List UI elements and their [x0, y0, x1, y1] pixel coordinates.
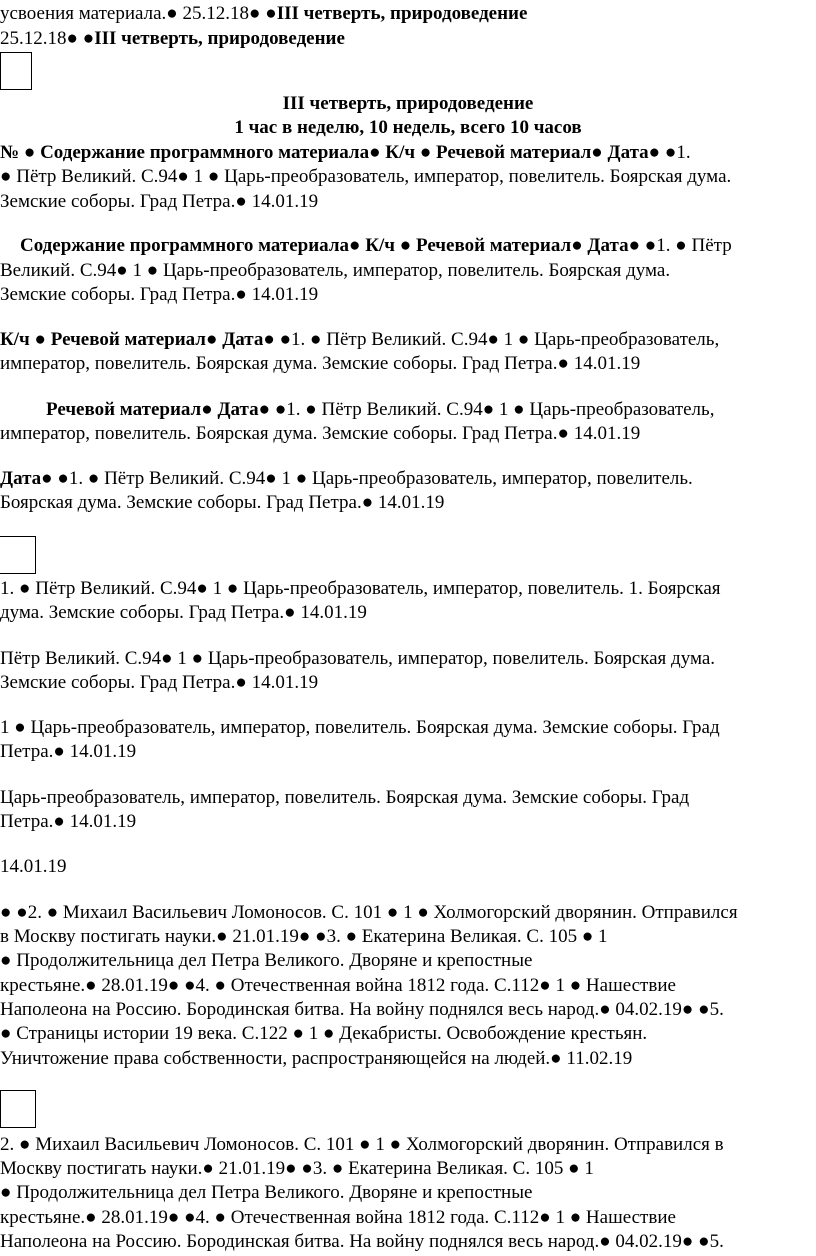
block5-line-2: Боярская дума. Земские соборы. Град Петра.● 14.01.19 [0, 492, 445, 513]
empty-cell-box-3 [0, 1090, 36, 1128]
block3-line-1 [0, 328, 816, 352]
block3-headers: К/ч ● Речевой материал● Дата● ● [0, 329, 292, 350]
block2-line-3: Земские соборы. Град Петра.● 14.01.19 [0, 284, 319, 305]
block11-line-6: ● Страницы истории 19 века. С.122 ● 1 ● Декабристы. Освобождение крестьян. [0, 1023, 648, 1044]
block1-line-1 [0, 141, 816, 165]
block5-headers: Дата● ● [0, 468, 69, 489]
block12-line-4: крестьяне.● 28.01.19● ●4. ● Отечественная война 1812 года. С.112● 1 ● Нашествие [0, 1207, 676, 1228]
block1-line-3: Земские соборы. Град Петра.● 14.01.19 [0, 191, 319, 212]
block7-line-2: Земские соборы. Град Петра.● 14.01.19 [0, 672, 319, 693]
block8-line-2: Петра.● 14.01.19 [0, 741, 137, 762]
block6-line-1: 1. ● Пётр Великий. С.94● 1 ● Царь-преобразователь, император, повелитель. 1. Боярская [0, 578, 721, 599]
block12-line-5: Наполеона на Россию. Бородинская битва. На войну поднялся весь народ.● 04.02.19● ●5. [0, 1231, 724, 1252]
block11-line-1: ● ●2. ● Михаил Васильевич Ломоносов. С. 101 ● 1 ● Холмогорский дворянин. Отправился [0, 902, 738, 923]
block5-number: 1. ● Пётр Великий. С.94● 1 ● Царь-преобразователь, император, повелитель. [68, 468, 693, 489]
block10-line-1: 14.01.19 [0, 856, 67, 877]
block2-number: 1. ● Пётр [656, 235, 732, 256]
block11-line-2: в Москву постигать науки.● 21.01.19● ●3. ● Екатерина Великая. С. 105 ● 1 [0, 926, 608, 947]
block3-number: 1. ● Пётр Великий. С.94● 1 ● Царь-преобразователь, [291, 329, 720, 350]
block1-line-2: ● Пётр Великий. С.94● 1 ● Царь-преобразователь, император, повелитель. Боярская дума. [0, 166, 732, 187]
block9-line-2: Петра.● 14.01.19 [0, 811, 137, 832]
block11-line-3: ● Продолжительница дел Петра Великого. Дворяне и крепостные [0, 950, 533, 971]
block11-line-4: крестьяне.● 28.01.19● ●4. ● Отечественная война 1812 года. С.112● 1 ● Нашествие [0, 975, 676, 996]
block12-line-2: Москву постигать науки.● 21.01.19● ●3. ● Екатерина Великая. С. 105 ● 1 [0, 1158, 594, 1179]
block2-line-2: Великий. С.94● 1 ● Царь-преобразователь, император, повелитель. Боярская дума. [0, 260, 671, 281]
block2-headers: Содержание программного материала● К/ч ● Речевой материал● Дата● ● [20, 235, 657, 256]
block7-line-1: Пётр Великий. С.94● 1 ● Царь-преобразователь, император, повелитель. Боярская дума. [0, 648, 716, 669]
block5-line-1 [0, 467, 816, 491]
header-line-1-bold: III четверть, природоведение [276, 3, 528, 24]
header-line-2-bold: III четверть, природоведение [94, 28, 345, 49]
header-line-1 [0, 2, 816, 26]
block12-line-3: ● Продолжительница дел Петра Великого. Дворяне и крепостные [0, 1182, 533, 1203]
block1-headers: № ● Содержание программного материала● К/ч ● Речевой материал● Дата● ● [0, 142, 677, 163]
block3-line-2: император, повелитель. Боярская дума. Земские соборы. Град Петра.● 14.01.19 [0, 353, 641, 374]
empty-cell-box [0, 52, 32, 90]
block4-headers: Речевой материал● Дата● ● [46, 399, 287, 420]
block11-line-5: Наполеона на Россию. Бородинская битва. На войну поднялся весь народ.● 04.02.19● ●5. [0, 999, 724, 1020]
quarter-title: III четверть, природоведение [282, 93, 534, 114]
block9-line-1: Царь-преобразователь, император, повелитель. Боярская дума. Земские соборы. Град [0, 787, 690, 808]
block11-line-7: Уничтожение права собственности, распространяющейся на людей.● 11.02.19 [0, 1048, 633, 1069]
block2-line-1 [20, 234, 816, 258]
header-line-2 [0, 27, 816, 51]
block4-line-2: император, повелитель. Боярская дума. Земские соборы. Град Петра.● 14.01.19 [0, 423, 641, 444]
block4-line-1 [46, 398, 816, 422]
header-line-1-text: усвоения материала.● 25.12.18● ● [0, 3, 277, 24]
empty-cell-box-2 [0, 536, 36, 574]
block4-number: 1. ● Пётр Великий. С.94● 1 ● Царь-преобразователь, [286, 399, 715, 420]
hours-title: 1 час в неделю, 10 недель, всего 10 часов [234, 117, 582, 138]
block12-line-1: 2. ● Михаил Васильевич Ломоносов. С. 101 ● 1 ● Холмогорский дворянин. Отправился в [0, 1134, 724, 1155]
header-line-2-text: 25.12.18● ● [0, 28, 95, 49]
block1-number: 1. [676, 142, 691, 163]
block6-line-2: дума. Земские соборы. Град Петра.● 14.01.19 [0, 602, 367, 623]
block8-line-1: 1 ● Царь-преобразователь, император, повелитель. Боярская дума. Земские соборы. Град [0, 717, 720, 738]
